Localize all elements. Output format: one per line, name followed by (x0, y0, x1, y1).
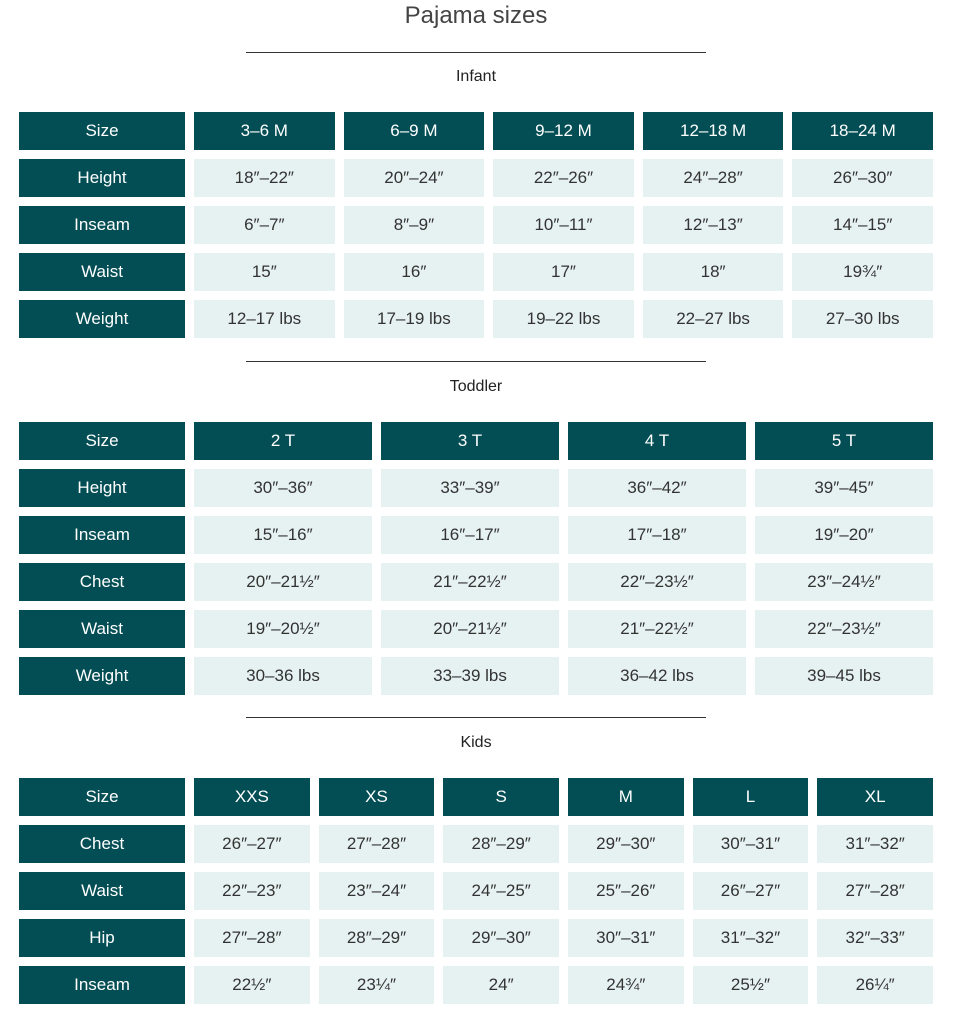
column-header: 5 T (746, 422, 933, 469)
table-cell: 30″–36″ (185, 469, 372, 516)
table-cell: 28″–29″ (310, 919, 435, 966)
header-corner-size: Size (19, 778, 185, 825)
table-cell: 26″–27″ (185, 825, 310, 872)
table-cell: 17″–18″ (559, 516, 746, 563)
table-cell: 22″–26″ (484, 159, 634, 206)
section-title-infant: Infant (455, 68, 497, 85)
table-cell: 10″–11″ (484, 206, 634, 253)
table-cell: 33″–39″ (372, 469, 559, 516)
table-cell: 33–39 lbs (372, 657, 559, 695)
table-row (19, 825, 933, 872)
table-cell: 22″–23½″ (746, 610, 933, 657)
table-cell: 32″–33″ (808, 919, 933, 966)
table-cell: 26″–30″ (783, 159, 933, 206)
page-title: Pajama sizes (404, 2, 548, 29)
table-row (19, 563, 933, 610)
table-cell: 24″–28″ (634, 159, 784, 206)
table-cell: 25″–26″ (559, 872, 684, 919)
table-header-row (19, 112, 933, 159)
table-cell: 36″–42″ (559, 469, 746, 516)
table-cell: 30–36 lbs (185, 657, 372, 695)
table-cell: 27″–28″ (808, 872, 933, 919)
table-cell: 19″–20½″ (185, 610, 372, 657)
table-cell: 12″–13″ (634, 206, 784, 253)
table-cell: 19″–20″ (746, 516, 933, 563)
table-cell: 27–30 lbs (783, 300, 933, 338)
row-label: Inseam (19, 206, 185, 253)
column-header: XL (808, 778, 933, 825)
table-row (19, 610, 933, 657)
row-label: Inseam (19, 516, 185, 563)
table-row (19, 159, 933, 206)
section-divider (246, 361, 706, 362)
table-cell: 19–22 lbs (484, 300, 634, 338)
table-cell: 24″–25″ (434, 872, 559, 919)
row-label: Height (19, 469, 185, 516)
column-header: XXS (185, 778, 310, 825)
row-label: Weight (19, 300, 185, 338)
section-title-kids: Kids (460, 734, 492, 751)
table-row (19, 253, 933, 300)
table-row (19, 966, 933, 1004)
table-cell: 28″–29″ (434, 825, 559, 872)
table-cell: 17″ (484, 253, 634, 300)
table-cell: 27″–28″ (310, 825, 435, 872)
table-cell: 26″–27″ (684, 872, 809, 919)
table-cell: 8″–9″ (335, 206, 485, 253)
column-header: 3 T (372, 422, 559, 469)
table-cell: 19¾″ (783, 253, 933, 300)
table-cell: 18″ (634, 253, 784, 300)
table-cell: 20″–21½″ (372, 610, 559, 657)
table-cell: 22½″ (185, 966, 310, 1004)
column-header: XS (310, 778, 435, 825)
toddler-size-table (19, 422, 933, 695)
table-cell: 27″–28″ (185, 919, 310, 966)
column-header: 6–9 M (335, 112, 485, 159)
row-label: Waist (19, 253, 185, 300)
section-divider (246, 52, 706, 53)
header-corner-size: Size (19, 422, 185, 469)
table-cell: 26¼″ (808, 966, 933, 1004)
table-cell: 16″ (335, 253, 485, 300)
table-cell: 16″–17″ (372, 516, 559, 563)
column-header: S (434, 778, 559, 825)
row-label: Inseam (19, 966, 185, 1004)
row-label: Waist (19, 872, 185, 919)
row-label: Height (19, 159, 185, 206)
kids-size-table (19, 778, 933, 1004)
table-cell: 31″–32″ (684, 919, 809, 966)
table-cell: 25½″ (684, 966, 809, 1004)
table-cell: 29″–30″ (434, 919, 559, 966)
table-cell: 22–27 lbs (634, 300, 784, 338)
table-cell: 36–42 lbs (559, 657, 746, 695)
table-row (19, 469, 933, 516)
table-cell: 24¾″ (559, 966, 684, 1004)
header-corner-size: Size (19, 112, 185, 159)
table-row (19, 872, 933, 919)
infant-size-table (19, 112, 933, 338)
table-cell: 30″–31″ (684, 825, 809, 872)
section-title-toddler: Toddler (449, 378, 503, 395)
table-cell: 22″–23″ (185, 872, 310, 919)
table-cell: 23″–24″ (310, 872, 435, 919)
table-cell: 12–17 lbs (185, 300, 335, 338)
row-label: Weight (19, 657, 185, 695)
column-header: 12–18 M (634, 112, 784, 159)
row-label: Waist (19, 610, 185, 657)
table-cell: 30″–31″ (559, 919, 684, 966)
column-header: 3–6 M (185, 112, 335, 159)
table-cell: 31″–32″ (808, 825, 933, 872)
table-cell: 15″ (185, 253, 335, 300)
column-header: 4 T (559, 422, 746, 469)
row-label: Chest (19, 563, 185, 610)
table-cell: 20″–24″ (335, 159, 485, 206)
table-cell: 29″–30″ (559, 825, 684, 872)
table-cell: 39–45 lbs (746, 657, 933, 695)
table-cell: 6″–7″ (185, 206, 335, 253)
table-cell: 21″–22½″ (559, 610, 746, 657)
row-label: Chest (19, 825, 185, 872)
column-header: L (684, 778, 809, 825)
table-cell: 22″–23½″ (559, 563, 746, 610)
table-cell: 23″–24½″ (746, 563, 933, 610)
table-row (19, 300, 933, 338)
table-row (19, 516, 933, 563)
table-row (19, 206, 933, 253)
table-header-row (19, 778, 933, 825)
table-row (19, 657, 933, 695)
table-cell: 39″–45″ (746, 469, 933, 516)
column-header: 18–24 M (783, 112, 933, 159)
section-divider (246, 717, 706, 718)
row-label: Hip (19, 919, 185, 966)
table-cell: 23¼″ (310, 966, 435, 1004)
table-cell: 17–19 lbs (335, 300, 485, 338)
table-cell: 15″–16″ (185, 516, 372, 563)
column-header: M (559, 778, 684, 825)
table-cell: 20″–21½″ (185, 563, 372, 610)
table-header-row (19, 422, 933, 469)
table-cell: 18″–22″ (185, 159, 335, 206)
table-cell: 14″–15″ (783, 206, 933, 253)
column-header: 9–12 M (484, 112, 634, 159)
table-cell: 21″–22½″ (372, 563, 559, 610)
column-header: 2 T (185, 422, 372, 469)
table-cell: 24″ (434, 966, 559, 1004)
table-row (19, 919, 933, 966)
